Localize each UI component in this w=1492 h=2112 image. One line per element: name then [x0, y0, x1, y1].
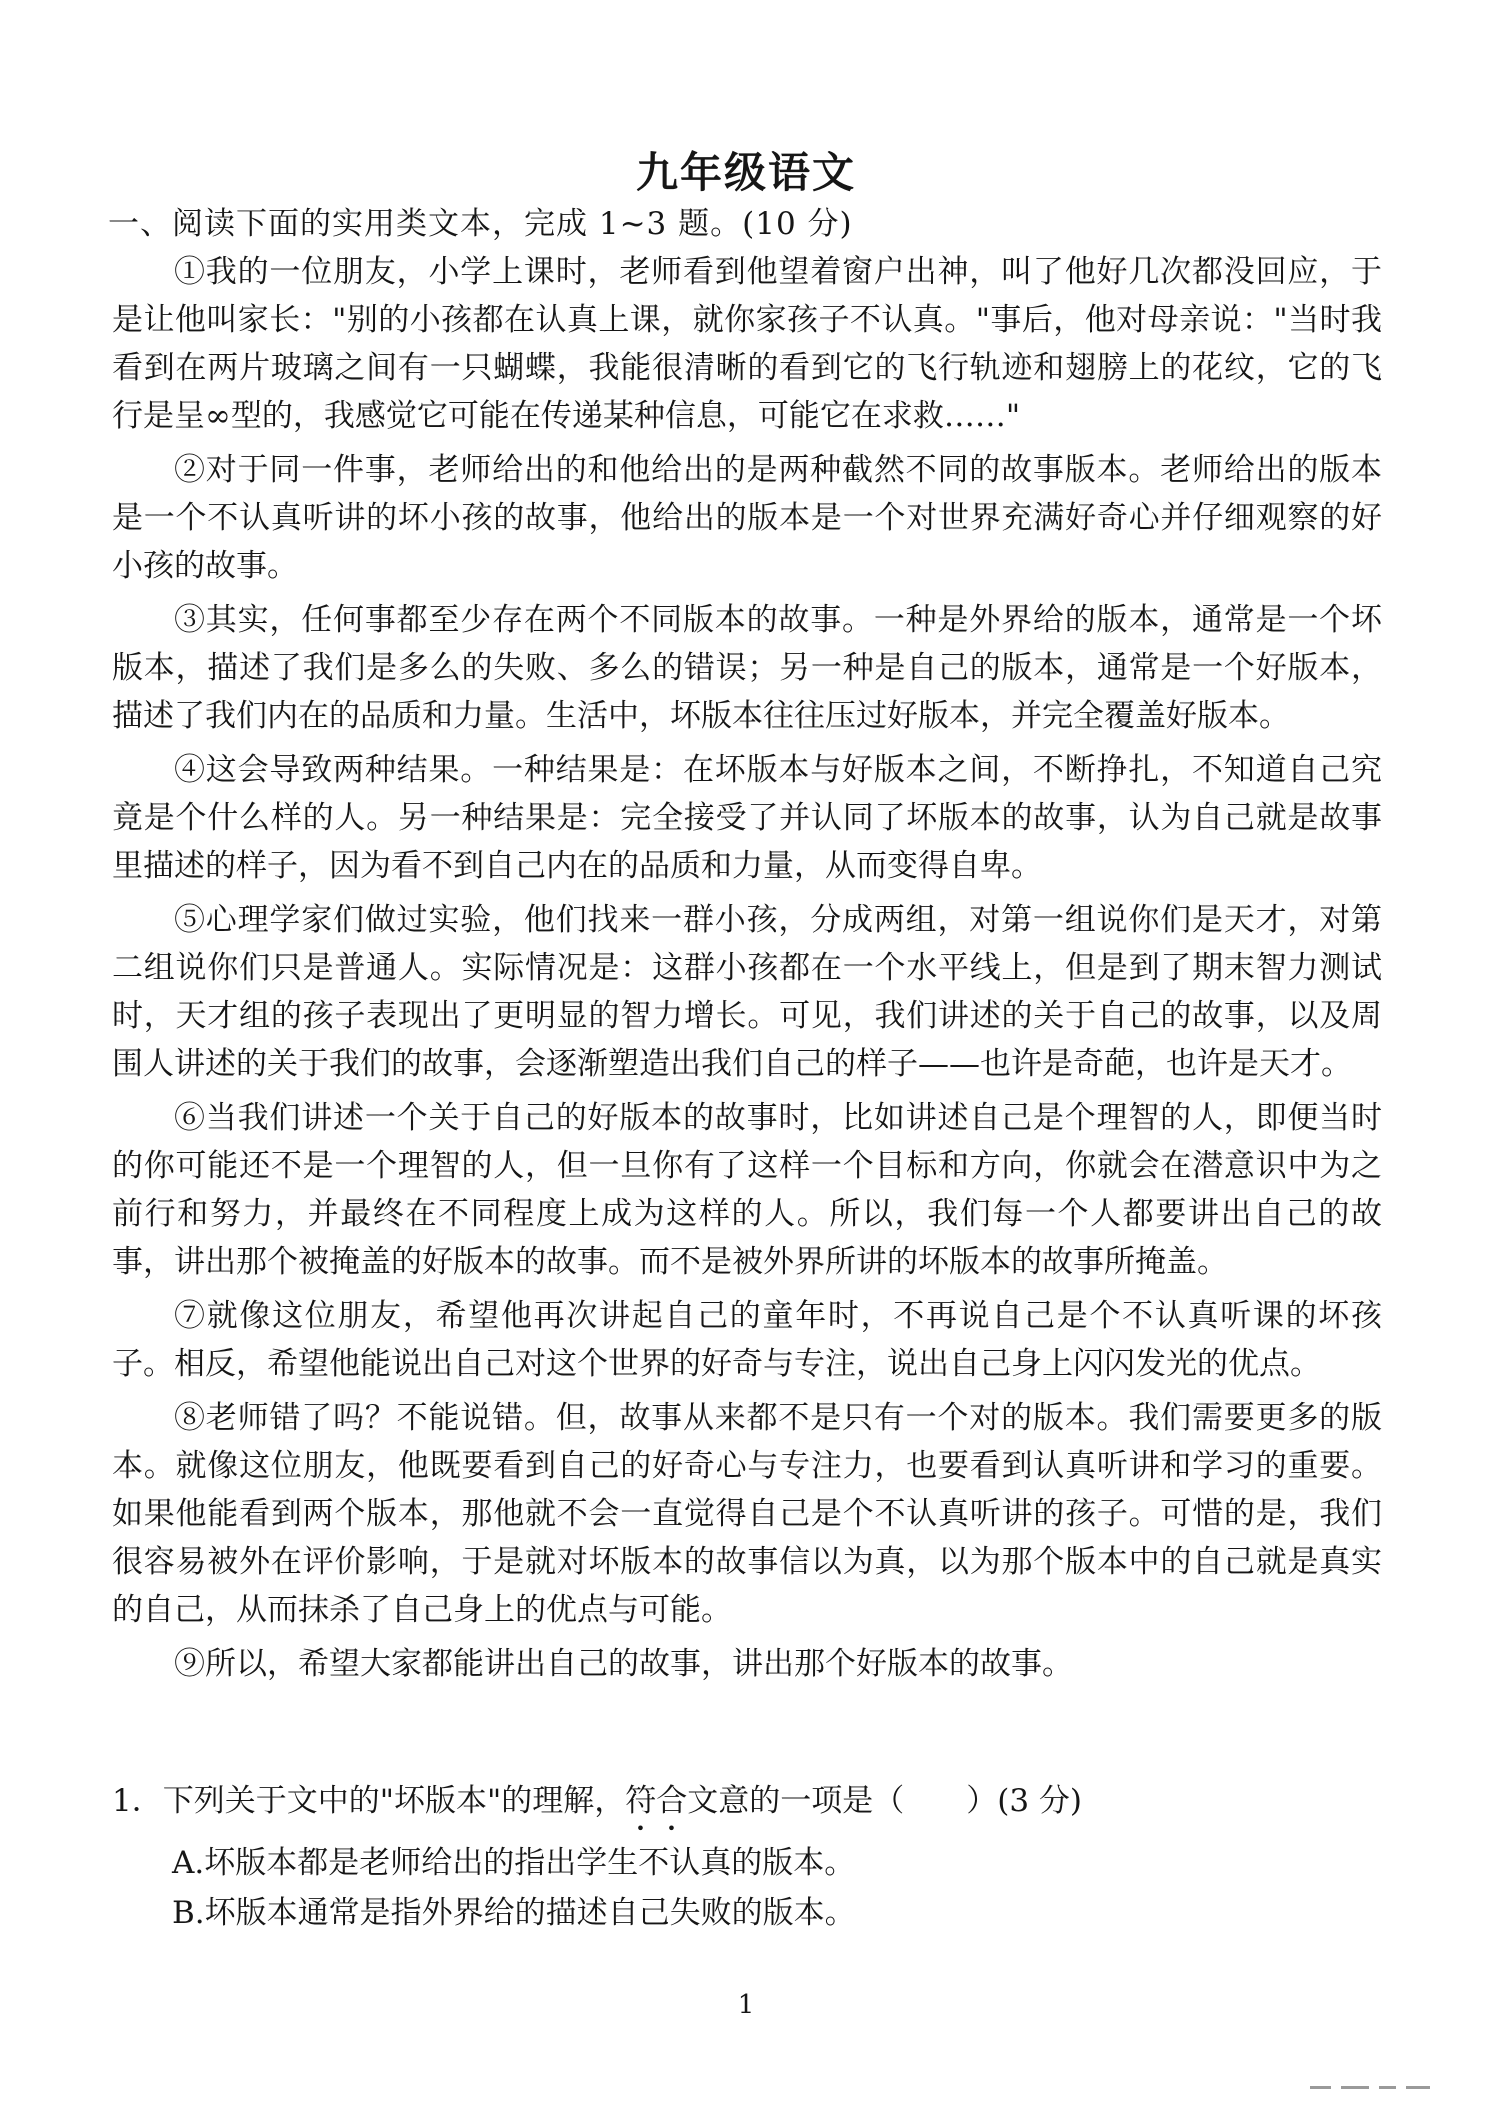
question-1: [112, 1776, 1382, 1938]
question-1-stem: [112, 1776, 1382, 1838]
paragraph-8: ⑧老师错了吗？不能说错。但，故事从来都不是只有一个对的版本。我们需要更多的版本。就像这位朋友，他既要看到自己的好奇心与专注力，也要看到认真听讲和学习的重要。如果他能看到两个版本，那他就不会一直觉得自己是个不认真听讲的孩子。可惜的是，我们很容易被外在评价影响，于是就对坏版本的故事信以为真，以为那个版本中的自己就是真实的自己，从而抹杀了自己身上的优点与可能。: [112, 1400, 1382, 1628]
page-title: 九年级语文: [635, 148, 856, 197]
paragraph-5: ⑤心理学家们做过实验，他们找来一群小孩，分成两组，对第一组说你们是天才，对第二组说你们只是普通人。实际情况是：这群小孩都在一个水平线上，但是到了期末智力测试时，天才组的孩子表现出了更明显的智力增长。可见，我们讲述的关于自己的故事，以及周围人讲述的关于我们的故事，会逐渐塑造出我们自己的样子——也许是奇葩，也许是天才。: [112, 902, 1382, 1082]
scan-mark: [1341, 2086, 1369, 2089]
paragraph-3: ③其实，任何事都至少存在两个不同版本的故事。一种是外界给的版本，通常是一个坏版本，描述了我们是多么的失败、多么的错误；另一种是自己的版本，通常是一个好版本，描述了我们内在的品质和力量。生活中，坏版本往往压过好版本，并完全覆盖好版本。: [112, 602, 1382, 734]
paragraph-2: ②对于同一件事，老师给出的和他给出的是两种截然不同的故事版本。老师给出的版本是一个不认真听讲的坏小孩的故事，他给出的版本是一个对世界充满好奇心并仔细观察的好小孩的故事。: [112, 452, 1382, 584]
question-1-option-b: B.坏版本通常是指外界给的描述自己失败的版本。: [172, 1895, 856, 1931]
scan-mark: [1406, 2086, 1430, 2089]
section-heading: 一、阅读下面的实用类文本，完成 1~3 题。(10 分): [108, 206, 853, 242]
paragraph-1: ①我的一位朋友，小学上课时，老师看到他望着窗户出神，叫了他好几次都没回应，于是让他叫家长："别的小孩都在认真上课，就你家孩子不认真。"事后，他对母亲说："当时我看到在两片玻璃之间有一只蝴蝶，我能很清晰的看到它的飞行轨迹和翅膀上的花纹，它的飞行是呈∞型的，我感觉它可能在传递某种信息，可能它在求救……": [112, 254, 1382, 434]
question-1-option-a: A.坏版本都是老师给出的指出学生不认真的版本。: [172, 1845, 856, 1881]
reading-passage: [112, 248, 1382, 1694]
question-1-stem-before: 1．下列关于文中的"坏版本"的理解，: [112, 1783, 626, 1819]
paragraph-7: ⑦就像这位朋友，希望他再次讲起自己的童年时，不再说自己是个不认真听课的坏孩子。相反，希望他能说出自己对这个世界的好奇与专注，说出自己身上闪闪发光的优点。: [112, 1298, 1382, 1382]
question-1-stem-emphasis: 符合: [625, 1783, 688, 1819]
scan-mark: [1310, 2086, 1331, 2089]
paragraph-4: ④这会导致两种结果。一种结果是：在坏版本与好版本之间，不断挣扎，不知道自己究竟是个什么样的人。另一种结果是：完全接受了并认同了坏版本的故事，认为自己就是故事里描述的样子，因为看不到自己内在的品质和力量，从而变得自卑。: [112, 752, 1382, 884]
paragraph-9: ⑨所以，希望大家都能讲出自己的故事，讲出那个好版本的故事。: [174, 1646, 1073, 1682]
scan-artifact-marks: [1310, 2086, 1430, 2090]
question-1-stem-after: 文意的一项是（ ）(3 分): [687, 1783, 1083, 1819]
paragraph-6: ⑥当我们讲述一个关于自己的好版本的故事时，比如讲述自己是个理智的人，即便当时的你可能还不是一个理智的人，但一旦你有了这样一个目标和方向，你就会在潜意识中为之前行和努力，并最终在不同程度上成为这样的人。所以，我们每一个人都要讲出自己的故事，讲出那个被掩盖的好版本的故事。而不是被外界所讲的坏版本的故事所掩盖。: [112, 1100, 1382, 1280]
page-number: 1: [737, 1990, 755, 2020]
scan-mark: [1379, 2086, 1396, 2089]
